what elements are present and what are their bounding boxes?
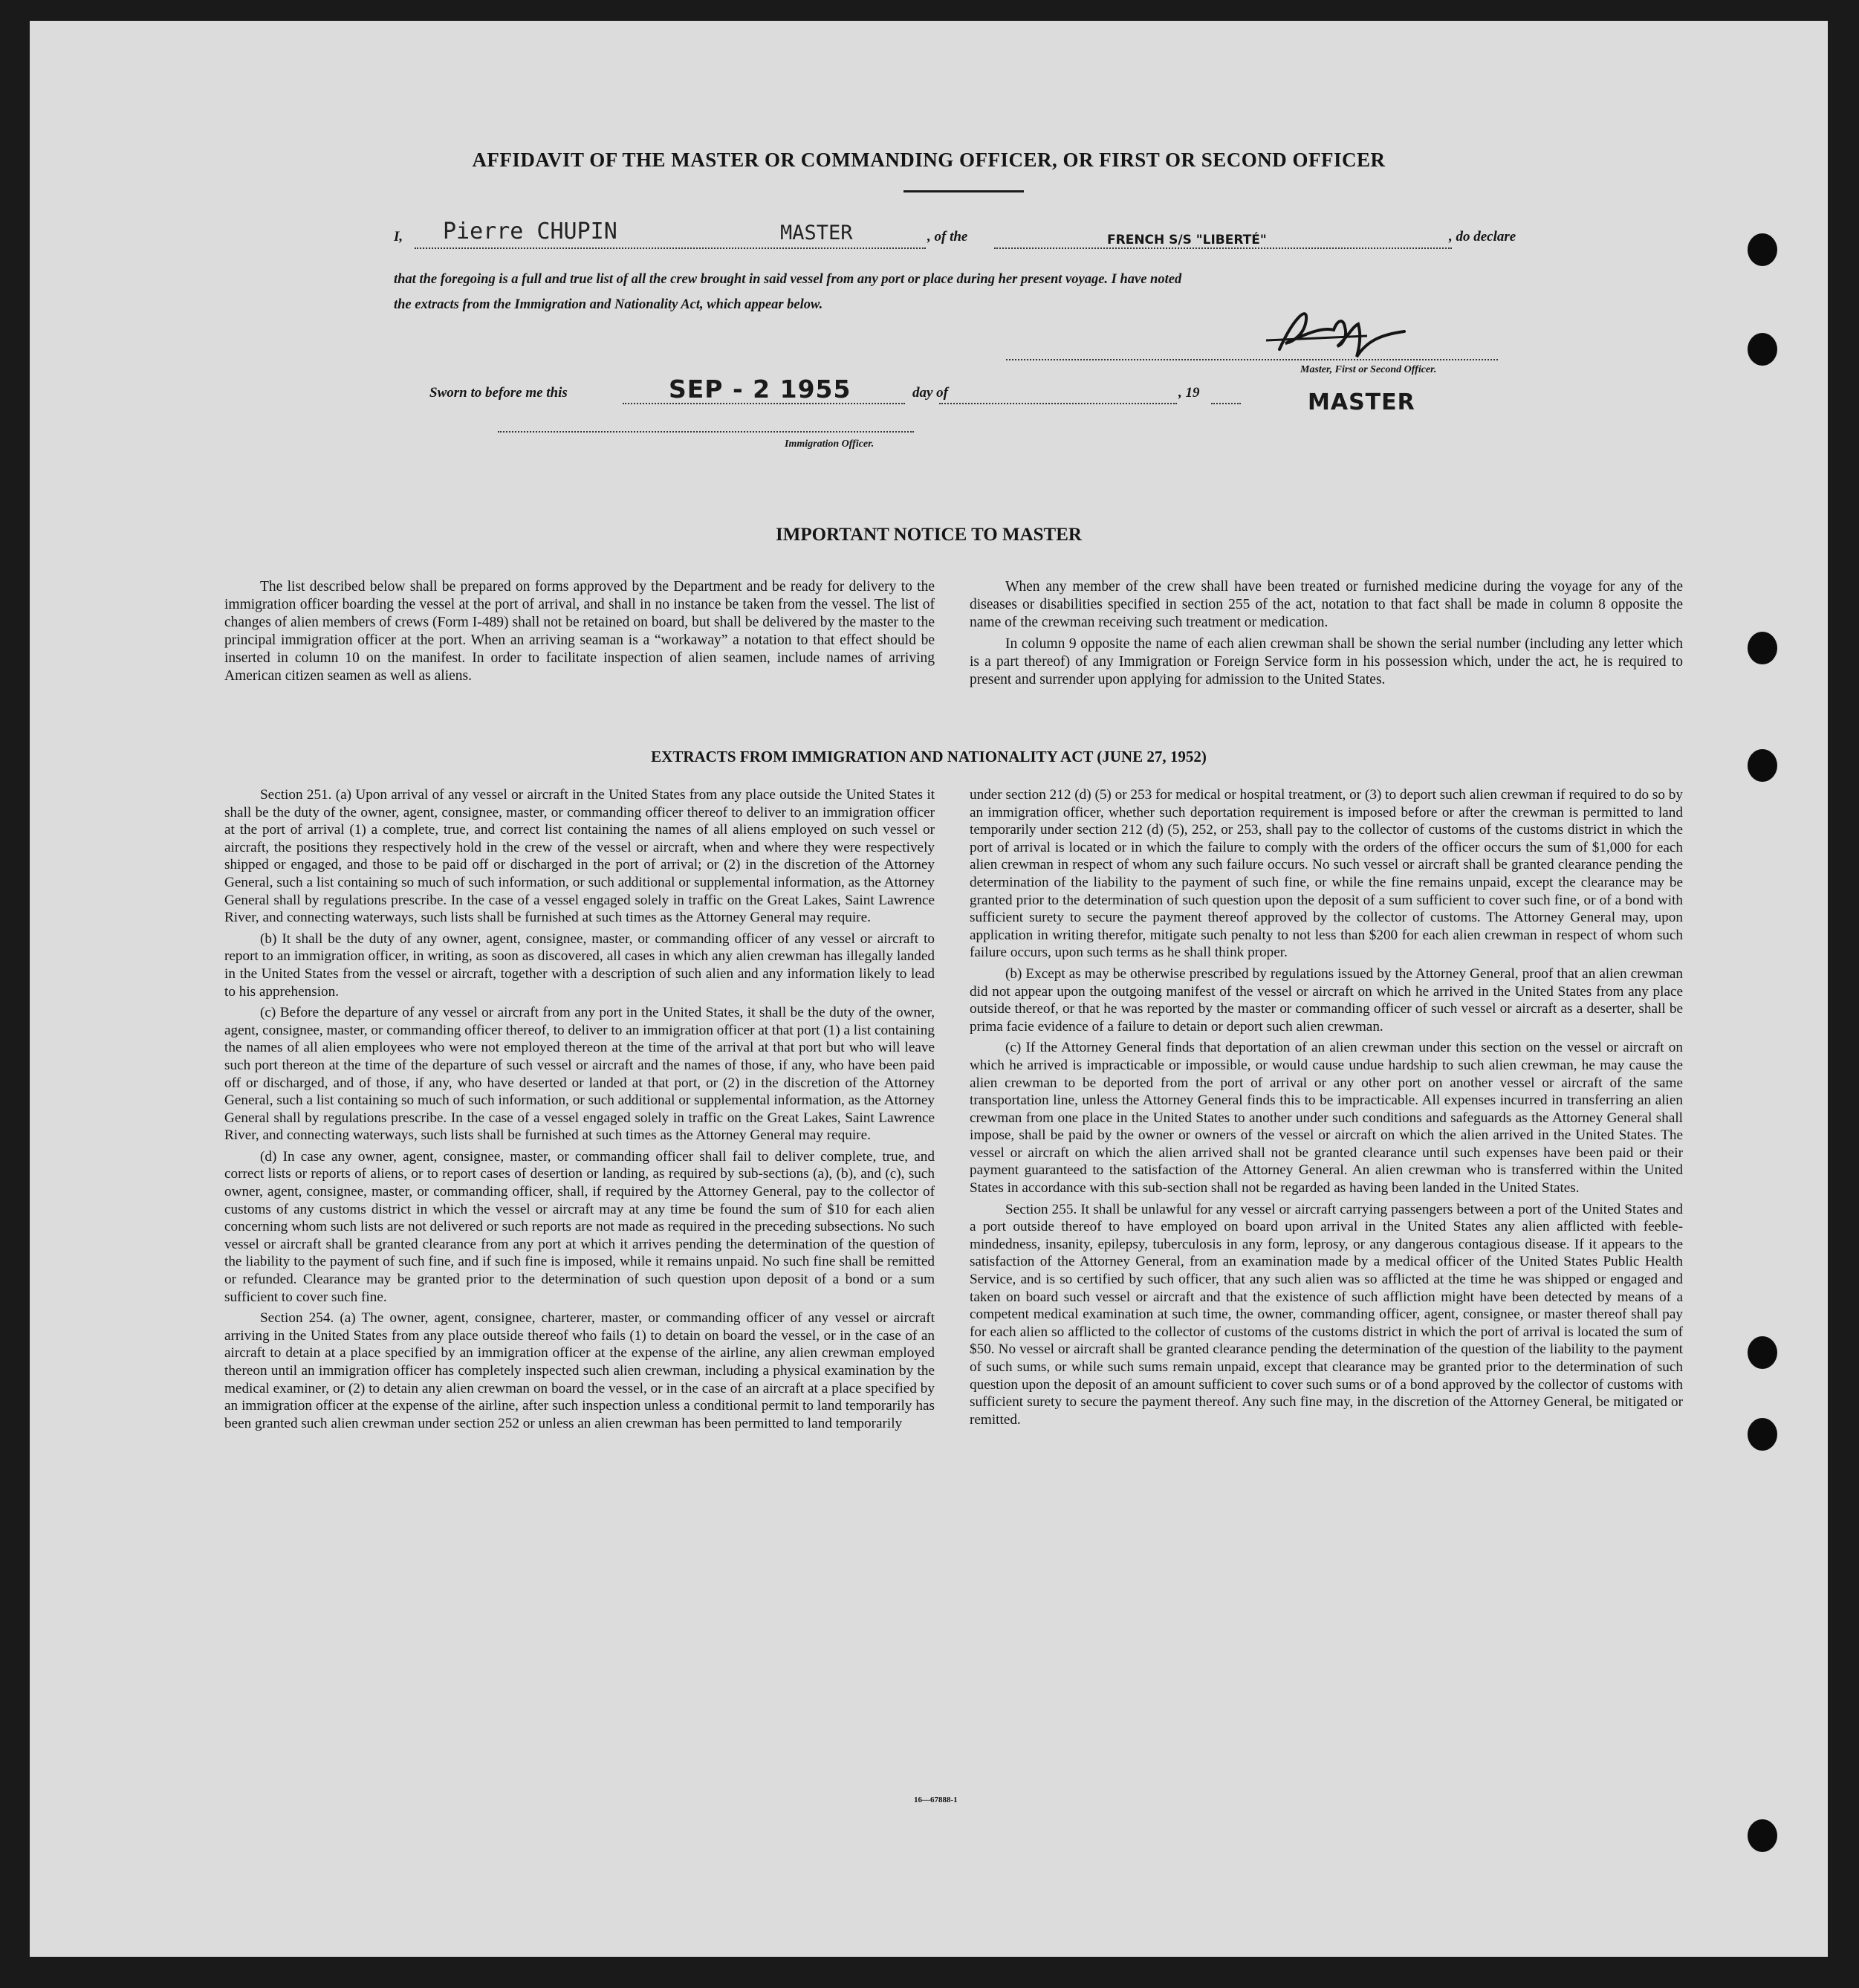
binder-hole — [1748, 1418, 1777, 1451]
extracts-right-column — [970, 786, 1683, 1432]
declaration-text-line2: that the foregoing is a full and true list of all the crew brought in said vessel from any port or place during her present voyage. I have noted — [394, 272, 1182, 287]
name-blank-line — [415, 247, 926, 249]
extracts-title: EXTRACTS FROM IMMIGRATION AND NATIONALITY ACT (JUNE 27, 1952) — [651, 748, 1207, 765]
sworn-month-blank-line — [939, 403, 1177, 404]
signature-title-stamp: MASTER — [1308, 389, 1415, 415]
signature-caption: Master, First or Second Officer. — [1300, 364, 1437, 375]
section-254b: (b) Except as may be otherwise prescribed by regulations issued by the Attorney General, proof that an alien crewman did not appear upon the outgoing manifest of the vessel or aircraft on which he arrived in the United States from any place outside thereof, or that he was reported by the master or commanding officer of such vessel or aircraft as a deserter, shall be prima facie evidence of a failure to detain or deport such alien crewman. — [970, 965, 1683, 1035]
declaration-text-line3: the extracts from the Immigration and Nationality Act, which appear below. — [394, 297, 823, 312]
section-251b: (b) It shall be the duty of any owner, agent, consignee, master, or commanding officer of any vessel or aircraft to report to an immigration officer, in writing, as soon as discovered, all cases in which any alien crewman has illegally landed in the United States from the vessel or aircraft, together with a description of such alien and any information likely to lead to his apprehension. — [224, 930, 935, 1000]
section-254a-continued: under section 212 (d) (5) or 253 for medical or hospital treatment, or (3) to deport such alien crewman if required to do so by an immigration officer, whether such deportation requirement is imposed before or after the crewman is permitted to land temporarily under section 212 (d) (5), 252, or 253, shall pay to the collector of customs of the customs district in which the port of arrival is located or in which the failure to comply with the orders of the officer occurs the sum of $1,000 for each alien crewman in respect of whom any such failure occurs. No such vessel or aircraft shall be granted clearance pending the determination of the liability to the payment of such fine, or while the fine remains unpaid, except the clearance may be granted prior to the determination of such question upon the deposit of a sum sufficient to cover such fine, or of a bond with sufficient surety to secure the payment thereof approved by the collector of customs. The Attorney General may, upon application in writing therefor, mitigate such penalty to not less than $200 for each alien crewman in respect of whom such failure occurs, upon such terms as he shall think proper. — [970, 787, 1683, 961]
section-255: Section 255. It shall be unlawful for any vessel or aircraft carrying passengers between a port of the United States and a port outside thereof to have employed on board upon arrival in the United States any alien afflicted with feeble-mindedness, insanity, epilepsy, tuberculosis in any form, leprosy, or any dangerous contagious disease. If it appears to the satisfaction of the Attorney General, from an examination made by a medical officer of the United States Public Health Service, and is so certified by such officer, that any such alien was so afflicted at the time he was shipped or engaged and taken on board such vessel or aircraft and that the existence of such affliction might have been detected by means of a competent medical examination at such time, the owner, commanding officer, agent, consignee, or master thereof shall pay for each alien so afflicted to the collector of customs of the customs district in which the port of arrival is located the sum of $50. No vessel or aircraft shall be granted clearance pending the determination of the question of the liability to the payment of such sums, or while such sums remain unpaid, except that clearance may be granted prior to the determination of such question upon the deposit of an amount sufficient to cover such sums or of a bond approved by the collector of customs with sufficient surety to secure the payment thereof. Any such fine may, in the discretion of the Attorney General, be mitigated or remitted. — [970, 1201, 1683, 1428]
binder-hole — [1748, 333, 1777, 366]
notice-title: IMPORTANT NOTICE TO MASTER — [776, 525, 1082, 545]
notice-right-paragraph-1: When any member of the crew shall have been treated or furnished medicine during the voyage for any of the diseases or disabilities specified in section 255 of the act, notation to that fact shall be made in column 8 opposite the name of the crewman receiving such treatment or medication. — [970, 579, 1683, 630]
binder-hole — [1748, 1336, 1777, 1369]
immigration-officer-caption: Immigration Officer. — [785, 438, 875, 450]
binder-hole — [1748, 632, 1777, 664]
master-rank: MASTER — [780, 221, 853, 245]
section-254c: (c) If the Attorney General finds that deportation of an alien crewman under this section on the vessel or aircraft on which he arrived is impracticable or impossible, or would cause undue hardship to such alien crewman, he may cause the alien crewman to be deported from the port of arrival or any other port on another vessel or aircraft of the same transportation line, unless the Attorney General finds this to be impracticable. All expenses incurred in transferring an alien crewman from one place in the United States to another under such conditions and safeguards as the Attorney General shall impose, shall be paid by the owner or owners of the vessel or aircraft on which the alien arrived in the United States. The vessel or aircraft on which the alien arrived shall not be granted clearance until such expenses have been paid or their payment guaranteed to the satisfaction of the Attorney General. An alien crewman who is transferred within the United States in accordance with this sub-section shall not be regarded as having been landed in the United States. — [970, 1040, 1683, 1197]
of-the-label: , of the — [927, 229, 968, 245]
section-251a: Section 251. (a) Upon arrival of any vessel or aircraft in the United States from any place outside the United States it shall be the duty of the owner, agent, consignee, master, or commanding officer thereof to deliver to an immigration officer at the port of arrival (1) a complete, true, and correct list containing the names of all aliens employed on such vessel or aircraft, the positions they respectively hold in the crew of the vessel or aircraft, when and where they were respectively shipped or engaged, and those to be paid off or discharged in the port of arrival; or (2) in the discretion of the Attorney General, such a list containing so much of such information, or such additional or supplemental information, as the Attorney General shall by regulations prescribe. In the case of a vessel engaged solely in traffic on the Great Lakes, Saint Lawrence River, and connecting waterways, such lists shall be furnished at such times as the Attorney General may require. — [224, 787, 935, 926]
section-251c: (c) Before the departure of any vessel or aircraft from any port in the United States, it shall be the duty of the owner, agent, consignee, master, or commanding officer thereof, to deliver to an immigration officer at that port (1) a list containing the names of all alien employees who were not employed thereon at the time of the arrival at that port but who will leave such port thereon at the time of the departure of such vessel or aircraft and the names of those, if any, who have been paid off or discharged, and of those, if any, who have deserted or landed at that port, or (2) in the discretion of the Attorney General, such a list containing so much of such information, or such additional or supplemental information, as the Attorney General shall by regulations prescribe. In the case of a vessel engaged solely in traffic on the Great Lakes, Saint Lawrence River, and connecting waterways, such lists shall be furnished at such times as the Attorney General may require. — [224, 1005, 935, 1144]
vessel-name: FRENCH S/S "LIBERTÉ" — [1107, 233, 1267, 247]
binder-hole — [1748, 1819, 1777, 1852]
sworn-year-blank-line — [1211, 403, 1241, 404]
declaration-prefix: I, — [394, 229, 403, 245]
extracts-left-column — [224, 786, 935, 1436]
year-label: , 19 — [1178, 385, 1200, 401]
immigration-officer-line — [498, 431, 914, 433]
do-declare-label: , do declare — [1449, 229, 1516, 245]
vessel-blank-line — [994, 247, 1452, 249]
master-signature — [1263, 297, 1434, 364]
notice-right-column — [970, 578, 1683, 693]
form-code: 16—67888-1 — [914, 1796, 958, 1804]
master-name: Pierre CHUPIN — [443, 218, 617, 245]
notice-right-paragraph-2: In column 9 opposite the name of each alien crewman shall be shown the serial number (including any letter which is a part thereof) of any Immigration or Foreign Service form in his possession which, under the act, he is required to present and surrender upon applying for admission to the United States. — [970, 636, 1683, 687]
signature-line — [1006, 359, 1498, 360]
sworn-label: Sworn to before me this — [429, 385, 568, 401]
section-251d: (d) In case any owner, agent, consignee, master, or commanding officer shall fail to deliver complete, true, and correct lists or reports of aliens, or to report cases of desertion or landing, as required by sub-sections (a), (b), and (c), such owner, agent, consignee, master, or commanding officer, shall, if required by the Attorney General, pay to the collector of customs of any customs district in which the vessel or aircraft may at any time be found the sum of $10 for each alien concerning whom such lists are not delivered or such reports are not made as required in the preceding subsections. No such vessel or aircraft shall be granted clearance from any port at which it arrives pending the determination of the question of the liability to the payment of such fine, and if such fine is imposed, while it remains unpaid. No such fine shall be remitted or refunded. Clearance may be granted prior to the determination of such question upon deposit of a bond or a sum sufficient to cover such fine. — [224, 1148, 935, 1305]
section-254a: Section 254. (a) The owner, agent, consignee, charterer, master, or commanding officer of any vessel or aircraft arriving in the United States from any place outside thereof who fails (1) to detain on board the vessel, or in the case of an aircraft to detain at a place specified by an immigration officer at the expense of the airline, any alien crewman employed thereon until an immigration officer has completely inspected such alien crewman, including a physical examination by the medical examiner, or (2) to detain any alien crewman on board the vessel, or in the case of an aircraft at a place specified by an immigration officer at the expense of the airline, after such inspection unless a conditional permit to land temporarily has been granted such alien crewman under section 252 or unless an alien crewman has been permitted to land temporarily — [224, 1310, 935, 1431]
sworn-date-stamp: SEP - 2 1955 — [669, 375, 851, 404]
affidavit-title: AFFIDAVIT OF THE MASTER OR COMMANDING OFFICER, OR FIRST OR SECOND OFFICER — [472, 149, 1386, 171]
title-rule — [903, 190, 1024, 192]
day-of-label: day of — [912, 385, 949, 401]
notice-left-paragraph: The list described below shall be prepared on forms approved by the Department and be ready for delivery to the immigration officer boarding the vessel at the port of arrival, and shall in no instance be taken from the vessel. The list of changes of alien members of crews (Form I-489) shall not be retained on board, but shall be delivered by the master to the principal immigration officer at the port. When an arriving seaman is a “workaway” a notation to that effect should be inserted in column 10 on the manifest. In order to facilitate inspection of alien seamen, include names of arriving American citizen seamen as well as aliens. — [224, 579, 935, 684]
document-page — [30, 21, 1828, 1957]
binder-hole — [1748, 233, 1777, 266]
notice-left-column — [224, 578, 935, 689]
